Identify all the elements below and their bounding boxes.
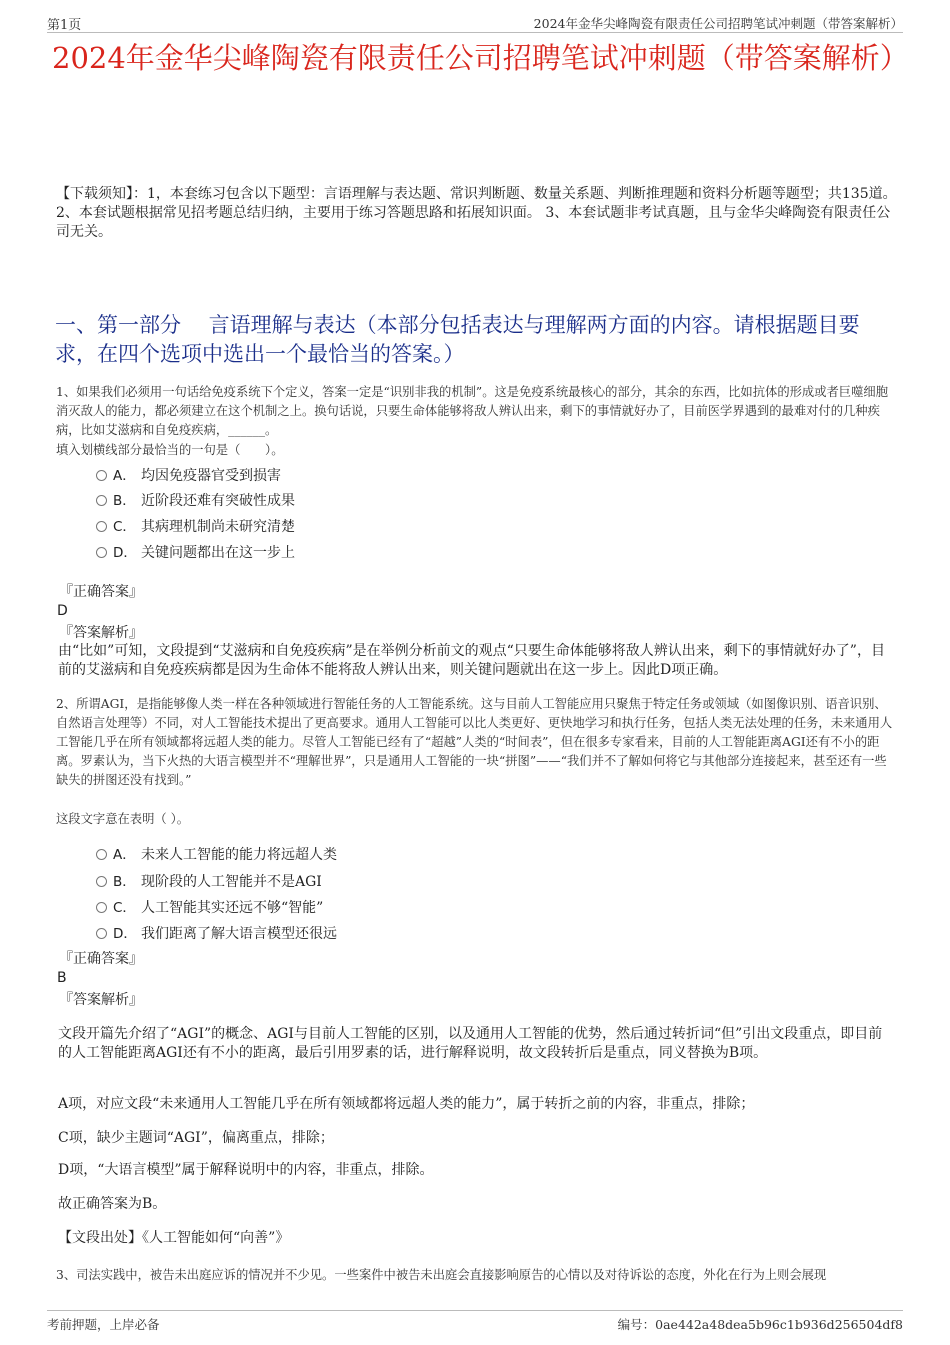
q2-option-a[interactable]: A． 未来人工智能的能力将远超人类 bbox=[96, 845, 337, 865]
q2-analysis-para-1: 文段开篇先介绍了“AGI”的概念、AGI与目前人工智能的区别，以及通用人工智能的优势，然后通过转折词“但”引出文段重点，即目前的人工智能距离AGI还有不小的距离，最后引用罗素的话，进行解释说明，故文段转折后是重点，同义替换为B项。 bbox=[58, 1026, 883, 1061]
page-footer bbox=[47, 1310, 903, 1331]
q1-analysis-label: 『答案解析』 bbox=[59, 625, 143, 641]
q1-answer: D bbox=[57, 603, 68, 619]
q2-option-c[interactable]: C． 人工智能其实还远不够“智能” bbox=[96, 898, 323, 918]
q1-stem: 1、如果我们必须用一句话给免疫系统下个定义，答案一定是“识别非我的机制”。这是免疫系统最核心的部分，其余的东西，比如抗体的形成或者巨噬细胞消灭敌人的能力，都必须建立在这个机制之上。换句话说，只要生命体能够将敌人辨认出来，剩下的事情就好办了，目前医学界遇到的最难对付的几种疾病，比如艾滋病和自免疫疾病，______。 bbox=[56, 385, 888, 437]
q2-analysis-para-4: D项，“大语言模型”属于解释说明中的内容，非重点，排除。 bbox=[58, 1162, 434, 1178]
radio-icon[interactable] bbox=[96, 849, 107, 860]
header-doc-title: 2024年金华尖峰陶瓷有限责任公司招聘笔试冲刺题（带答案解析） bbox=[533, 16, 903, 31]
radio-icon[interactable] bbox=[96, 521, 107, 532]
q2-analysis-para-3: C项，缺少主题词“AGI”，偏离重点，排除； bbox=[58, 1130, 334, 1146]
q2-stem: 2、所谓AGI，是指能够像人类一样在各种领域进行智能任务的人工智能系统。这与目前人工智能应用只聚焦于特定任务或领域（如图像识别、语音识别、自然语言处理等）不同，对人工智能技术提出了更高要求。通用人工智能可以比人类更好、更快地学习和执行任务，包括人类无法处理的任务，未来通用人工智能几乎在所有领域都将远超人类的能力。尽管人工智能已经有了“超越”人类的“时间表”，但在很多专家看来，目前的人工智能距离AGI还有不小的距离。罗素认为，当下火热的大语言模型并不“理解世界”，只是通用人工智能的一块“拼图”——“我们并不了解如何将它与其他部分连接起来，甚至还有一些缺失的拼图还没有找到。” bbox=[56, 697, 893, 787]
radio-icon[interactable] bbox=[96, 470, 107, 481]
q1-prompt: 填入划横线部分最恰当的一句是（ ）。 bbox=[56, 443, 284, 457]
section-heading: 一、第一部分 言语理解与表达（本部分包括表达与理解两方面的内容。请根据题目要求，在四个选项中选出一个最恰当的答案。） bbox=[55, 313, 860, 366]
page-header bbox=[47, 12, 903, 33]
q2-analysis-label: 『答案解析』 bbox=[59, 992, 143, 1008]
q1-answer-label: 『正确答案』 bbox=[59, 584, 143, 600]
radio-icon[interactable] bbox=[96, 876, 107, 887]
document-title: 2024年金华尖峰陶瓷有限责任公司招聘笔试冲刺题（带答案解析） bbox=[52, 41, 909, 75]
q3-stem: 3、司法实践中，被告未出庭应诉的情况并不少见。一些案件中被告未出庭会直接影响原告的心情以及对待诉讼的态度，外化在行为上则会展现 bbox=[56, 1268, 827, 1282]
radio-icon[interactable] bbox=[96, 902, 107, 913]
q2-analysis-para-5: 故正确答案为B。 bbox=[58, 1196, 167, 1212]
q2-option-b[interactable]: B． 现阶段的人工智能并不是AGI bbox=[96, 872, 322, 892]
q1-option-a[interactable]: A． 均因免疫器官受到损害 bbox=[96, 466, 281, 486]
q1-option-c[interactable]: C． 其病理机制尚未研究清楚 bbox=[96, 517, 295, 537]
radio-icon[interactable] bbox=[96, 495, 107, 506]
page-number: 第1页 bbox=[47, 18, 82, 33]
radio-icon[interactable] bbox=[96, 547, 107, 558]
footer-serial: 编号：0ae442a48dea5b96c1b936d256504df8 bbox=[617, 1317, 903, 1332]
q2-answer-label: 『正确答案』 bbox=[59, 951, 143, 967]
download-notice: 【下载须知】：1，本套练习包含以下题型：言语理解与表达题、常识判断题、数量关系题、判断推理题和资料分析题等题型；共135道。 2、本套试题根据常见招考题总结归纳，主要用于练习答题思路和拓展知识面。 3、本套试题非考试真题，且与金华尖峰陶瓷有限责任公司无关。 bbox=[56, 186, 897, 240]
footer-slogan: 考前押题，上岸必备 bbox=[47, 1317, 160, 1332]
q1-option-b[interactable]: B． 近阶段还难有突破性成果 bbox=[96, 491, 295, 511]
q1-option-d[interactable]: D． 关键问题都出在这一步上 bbox=[96, 543, 295, 563]
q2-source: 【文段出处】《人工智能如何“向善”》 bbox=[58, 1230, 290, 1246]
q2-answer: B bbox=[57, 970, 67, 986]
q2-prompt: 这段文字意在表明（ ）。 bbox=[56, 812, 190, 826]
q2-analysis-para-2: A项，对应文段“未来通用人工智能几乎在所有领域都将远超人类的能力”，属于转折之前的内容，非重点，排除； bbox=[58, 1096, 755, 1112]
q2-option-d[interactable]: D． 我们距离了解大语言模型还很远 bbox=[96, 924, 337, 944]
q1-analysis: 由“比如”可知，文段提到“艾滋病和自免疫疾病”是在举例分析前文的观点“只要生命体能够将敌人辨认出来，剩下的事情就好办了”，目前的艾滋病和自免疫疾病都是因为生命体不能将敌人辨认出来，则关键问题就出在这一步上。因此D项正确。 bbox=[58, 643, 885, 678]
radio-icon[interactable] bbox=[96, 928, 107, 939]
